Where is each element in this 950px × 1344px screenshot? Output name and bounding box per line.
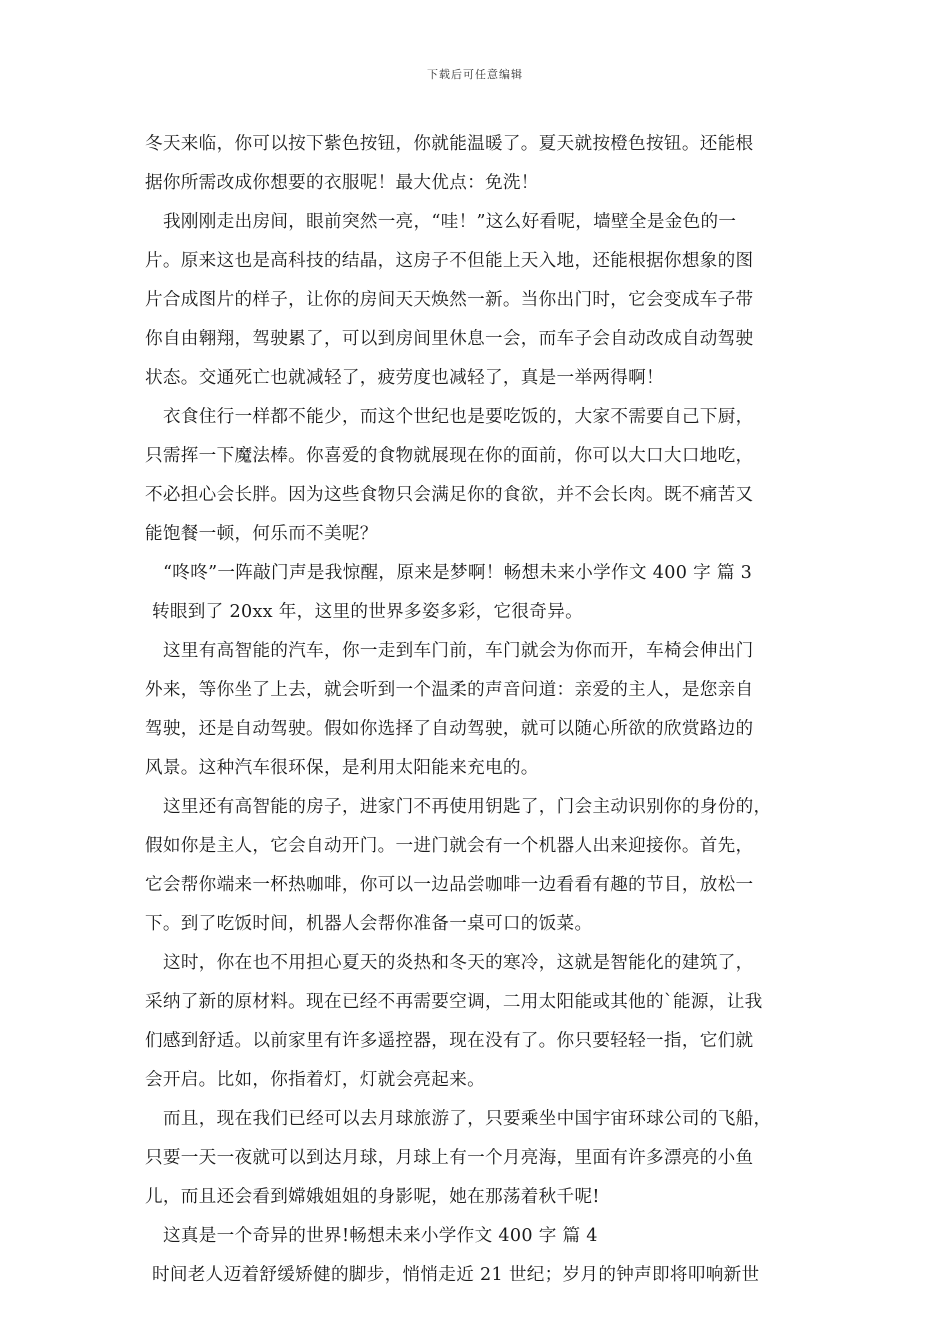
text-line: 时间老人迈着舒缓矫健的脚步，悄悄走近 21 世纪；岁月的钟声即将叩响新世 bbox=[152, 1265, 760, 1285]
text-line: 外来，等你坐了上去，就会听到一个温柔的声音问道：亲爱的主人，是您亲自 bbox=[145, 680, 754, 700]
section-heading-line: “咚咚”一阵敲门声是我惊醒，原来是梦啊！畅想未来小学作文 400 字 篇 3 bbox=[163, 563, 753, 583]
text-line: 我刚刚走出房间，眼前突然一亮，“哇！”这么好看呢，墙壁全是金色的一 bbox=[163, 212, 737, 232]
text-line: 你自由翱翔，驾驶累了，可以到房间里休息一会，而车子会自动改成自动驾驶 bbox=[145, 329, 754, 349]
text-line: 冬天来临，你可以按下紫色按钮，你就能温暖了。夏天就按橙色按钮。还能根 bbox=[145, 134, 754, 154]
text-line: 它会帮你端来一杯热咖啡，你可以一边品尝咖啡一边看看有趣的节目，放松一 bbox=[145, 875, 754, 895]
page-header: 下载后可任意编辑 bbox=[427, 68, 523, 81]
text-line: 们感到舒适。以前家里有许多遥控器，现在没有了。你只要轻轻一指，它们就 bbox=[145, 1031, 754, 1051]
text-line: 只要一天一夜就可以到达月球，月球上有一个月亮海，里面有许多漂亮的小鱼 bbox=[145, 1148, 754, 1168]
text-line: 下。到了吃饭时间，机器人会帮你准备一桌可口的饭菜。 bbox=[145, 914, 593, 934]
text-line: 儿，而且还会看到嫦娥姐姐的身影呢，她在那荡着秋千呢! bbox=[145, 1187, 600, 1207]
text-line: 转眼到了 20xx 年，这里的世界多姿多彩，它很奇异。 bbox=[152, 602, 583, 622]
text-line: 风景。这种汽车很环保，是利用太阳能来充电的。 bbox=[145, 758, 539, 778]
text-line: 片。原来这也是高科技的结晶，这房子不但能上天入地，还能根据你想象的图 bbox=[145, 251, 754, 271]
text-line: 而且，现在我们已经可以去月球旅游了，只要乘坐中国宇宙环球公司的飞船， bbox=[163, 1109, 772, 1129]
text-line: 这里有高智能的汽车，你一走到车门前，车门就会为你而开，车椅会伸出门 bbox=[163, 641, 754, 661]
text-line: 会开启。比如，你指着灯，灯就会亮起来。 bbox=[145, 1070, 485, 1090]
section-heading-line: 这真是一个奇异的世界!畅想未来小学作文 400 字 篇 4 bbox=[163, 1226, 598, 1246]
text-line: 片合成图片的样子，让你的房间天天焕然一新。当你出门时，它会变成车子带 bbox=[145, 290, 754, 310]
text-line: 衣食住行一样都不能少，而这个世纪也是要吃饭的，大家不需要自己下厨， bbox=[163, 407, 754, 427]
text-line: 状态。交通死亡也就减轻了，疲劳度也减轻了，真是一举两得啊！ bbox=[145, 368, 664, 388]
text-line: 这里还有高智能的房子，进家门不再使用钥匙了，门会主动识别你的身份的， bbox=[163, 797, 772, 817]
text-line: 能饱餐一顿，何乐而不美呢？ bbox=[145, 524, 378, 544]
text-line: 采纳了新的原材料。现在已经不再需要空调，二用太阳能或其他的`能源，让我 bbox=[145, 992, 763, 1012]
text-line: 只需挥一下魔法棒。你喜爱的食物就展现在你的面前，你可以大口大口地吃， bbox=[145, 446, 754, 466]
text-line: 驾驶，还是自动驾驶。假如你选择了自动驾驶，就可以随心所欲的欣赏路边的 bbox=[145, 719, 754, 739]
text-line: 假如你是主人，它会自动开门。一进门就会有一个机器人出来迎接你。首先， bbox=[145, 836, 754, 856]
text-line: 据你所需改成你想要的衣服呢！最大优点：免洗！ bbox=[145, 173, 539, 193]
text-line: 不必担心会长胖。因为这些食物只会满足你的食欲，并不会长肉。既不痛苦又 bbox=[145, 485, 754, 505]
text-line: 这时，你在也不用担心夏天的炎热和冬天的寒冷，这就是智能化的建筑了， bbox=[163, 953, 754, 973]
